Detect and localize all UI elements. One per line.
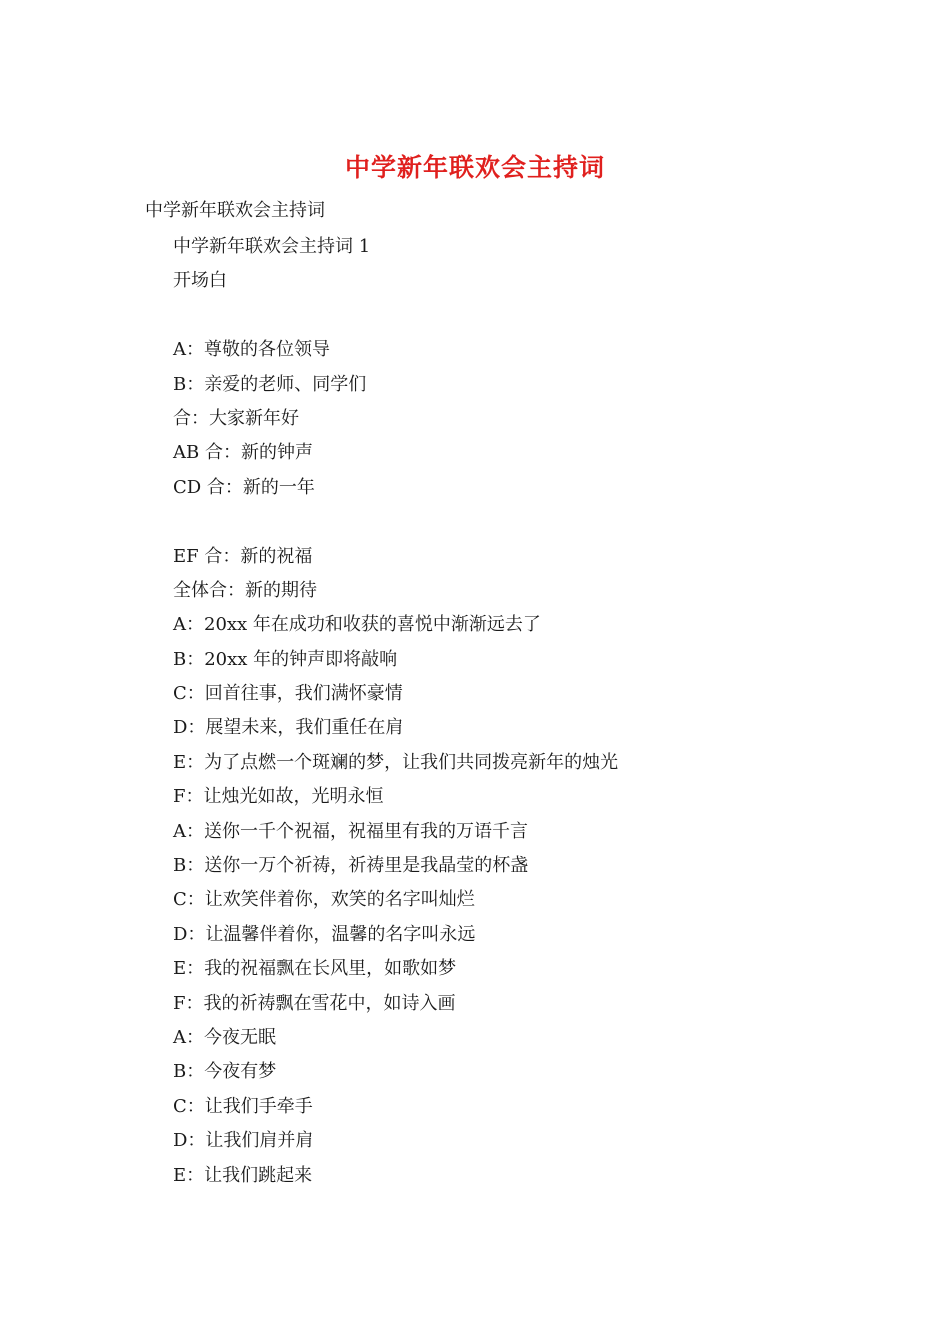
script-line: B：今夜有梦 [173,1061,277,1083]
script-line: CD 合：新的一年 [173,476,315,498]
script-line: F：让烛光如故，光明永恒 [173,786,384,808]
script-line: A：送你一千个祝福，祝福里有我的万语千言 [173,820,528,842]
script-line: A：今夜无眠 [173,1026,276,1048]
document-subtitle: 中学新年联欢会主持词 [145,200,325,221]
script-line: C：回首往事，我们满怀豪情 [173,683,403,705]
script-line: F：我的祈祷飘在雪花中，如诗入画 [173,992,456,1014]
script-line: E：我的祝福飘在长风里，如歌如梦 [173,958,457,980]
script-line: C：让我们手牵手 [173,1095,313,1117]
script-line: A：20xx 年在成功和收获的喜悦中渐渐远去了 [173,614,541,636]
script-line: D：展望未来，我们重任在肩 [173,717,404,739]
script-line: 全体合：新的期待 [173,579,317,601]
script-line: B：送你一万个祈祷，祈祷里是我晶莹的杯盏 [173,855,529,877]
script-line: C：让欢笑伴着你，欢笑的名字叫灿烂 [173,889,475,911]
script-line: 开场白 [173,270,227,292]
document-title: 中学新年联欢会主持词 [344,153,605,182]
script-line: 中学新年联欢会主持词 1 [173,236,371,257]
script-line: D：让我们肩并肩 [173,1130,314,1152]
blank-line [173,505,873,539]
script-line: E：为了点燃一个斑斓的梦，让我们共同拨亮新年的烛光 [173,751,619,773]
script-line: EF 合：新的祝福 [173,545,313,567]
script-line: E：让我们跳起来 [173,1164,313,1186]
script-line: B：20xx 年的钟声即将敲响 [173,648,398,670]
script-line: 合：大家新年好 [173,407,299,429]
script-line: AB 合：新的钟声 [173,442,313,464]
script-line: B：亲爱的老师、同学们 [173,373,367,395]
script-lines [173,230,873,1193]
blank-line [173,299,873,333]
script-line: A：尊敬的各位领导 [173,339,330,361]
script-line: D：让温馨伴着你，温馨的名字叫永远 [173,923,476,945]
